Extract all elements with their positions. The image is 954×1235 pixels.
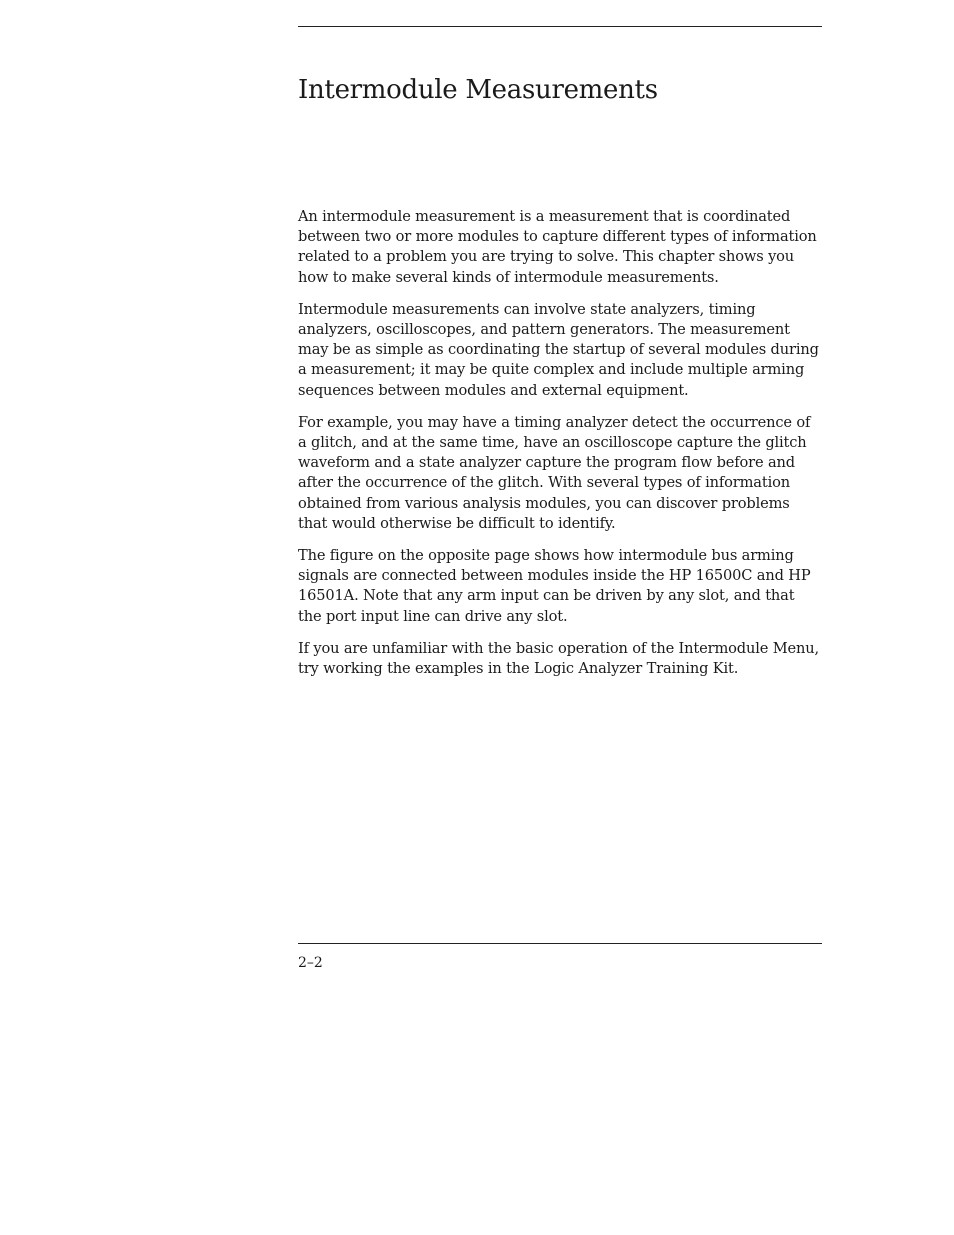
body-text <box>298 207 822 691</box>
paragraph-example: For example, you may have a timing analyzer detect the occurrence of a glitch, and at the same time, have an oscilloscope capture the glitch waveform and a state analyzer capture the program flow before and after the occurrence of the glitch. With several types of information obtained from various analysis modules, you can discover problems that would otherwise be difficult to identify. <box>298 413 811 532</box>
paragraph-involvement: Intermodule measurements can involve state analyzers, timing analyzers, oscilloscopes, and pattern generators. The measurement may be as simple as coordinating the startup of several modules during a measurement; it may be quite complex and include multiple arming sequences between modules and external equipment. <box>298 300 819 399</box>
paragraph-training-kit: If you are unfamiliar with the basic operation of the Intermodule Menu, try working the examples in the Logic Analyzer Training Kit. <box>298 639 819 678</box>
page-title: Intermodule Measurements <box>298 75 658 105</box>
page-number: 2–2 <box>298 955 323 971</box>
paragraph-intro: An intermodule measurement is a measurement that is coordinated between two or more modules to capture different types of information related to a problem you are trying to solve. This chapter shows you how to make several kinds of intermodule measurements. <box>298 208 817 286</box>
bottom-rule <box>298 943 822 944</box>
top-rule <box>298 26 822 27</box>
paragraph-figure-reference: The figure on the opposite page shows how intermodule bus arming signals are connected between modules inside the HP 16500C and HP 16501A. Note that any arm input can be driven by any slot, and that the port input line can drive any slot. <box>298 547 811 625</box>
